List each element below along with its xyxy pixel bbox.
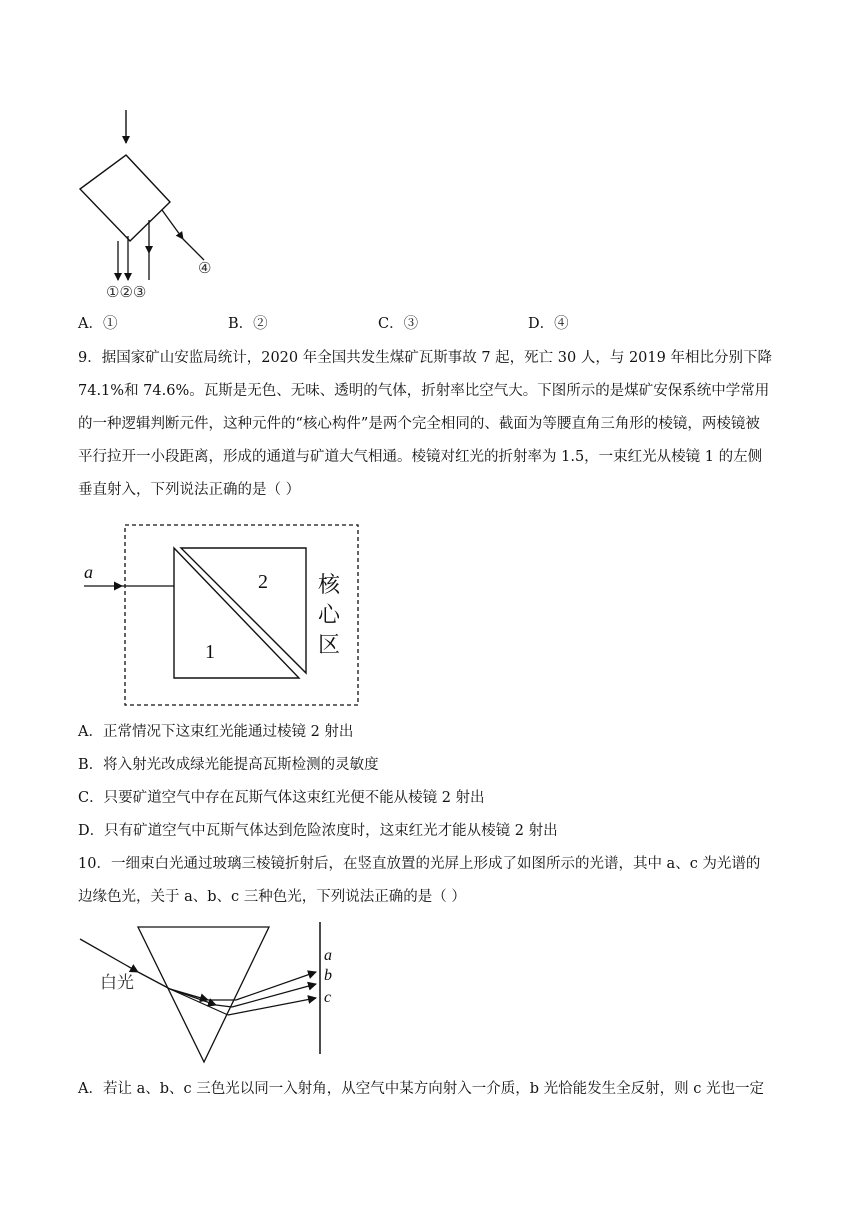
q8-option-d: D．④: [528, 316, 569, 332]
prism-2-label: 2: [258, 571, 268, 593]
q8-option-a: A．①: [78, 316, 118, 332]
q9-option-d: D．只有矿道空气中瓦斯气体达到危险浓度时，这束红光才能从棱镜 2 射出: [78, 823, 558, 839]
core-label-2: 心: [318, 602, 341, 627]
core-label-1: 核: [318, 572, 341, 597]
ray-c: [228, 998, 316, 1015]
q9-figure: [78, 520, 368, 710]
ray4-label: ④: [198, 261, 212, 277]
q9-line-5: 垂直射入，下列说法正确的是（ ）: [78, 482, 301, 498]
ray-4: [162, 210, 183, 239]
core-label-3: 区: [318, 632, 341, 657]
q9-option-a: A．正常情况下这束红光能通过棱镜 2 射出: [78, 724, 354, 740]
prism-1-label: 1: [205, 641, 215, 663]
q10-option-a: A．若让 a、b、c 三色光以同一入射角，从空气中某方向射入一介质，b 光恰能发生全反射，则 c 光也一定: [78, 1081, 764, 1097]
ray-b: [232, 984, 316, 1007]
q9-option-b: B．将入射光改成绿光能提高瓦斯检测的灵敏度: [78, 757, 379, 773]
q10-line-1: 10．一细束白光通过玻璃三棱镜折射后，在竖直放置的光屏上形成了如图所示的光谱，其中 a、c 为光谱的: [78, 856, 761, 872]
ray-a: [236, 972, 316, 1000]
label-c: c: [324, 989, 332, 1006]
white-light-label: 白光: [100, 973, 134, 992]
q9-line-2: 74.1%和 74.6%。瓦斯是无色、无味、透明的气体，折射率比空气大。下图所示的是煤矿安保系统中学常用: [78, 383, 770, 399]
q9-line-1: 9．据国家矿山安监局统计，2020 年全国共发生煤矿瓦斯事故 7 起，死亡 30 人，与 2019 年相比分别下降: [78, 350, 772, 366]
label-a: a: [324, 947, 332, 964]
q8-option-b: B．②: [228, 316, 268, 332]
q10-figure: [78, 922, 348, 1067]
glass-prism: [138, 927, 269, 1062]
q10-line-2: 边缘色光，关于 a、b、c 三种色光，下列说法正确的是（ ）: [78, 889, 466, 905]
q8-options: [78, 313, 778, 335]
q8-figure: [70, 105, 250, 305]
ray123-labels: ①②③: [106, 285, 147, 301]
q9-line-3: 的一种逻辑判断元件，这种元件的“核心构件”是两个完全相同的、截面为等腰直角三角形的棱镜，两棱镜被: [78, 416, 760, 432]
q8-option-c: C．③: [378, 316, 419, 332]
glass-block: [80, 155, 170, 241]
q9-option-c: C．只要矿道空气中存在瓦斯气体这束红光便不能从棱镜 2 射出: [78, 790, 485, 806]
label-b: b: [324, 967, 332, 984]
beam-label: a: [84, 562, 93, 582]
q9-line-4: 平行拉开一小段距离，形成的通道与矿道大气相通。棱镜对红光的折射率为 1.5，一束红光从棱镜 1 的左侧: [78, 449, 763, 465]
white-light-ray: [80, 939, 138, 972]
